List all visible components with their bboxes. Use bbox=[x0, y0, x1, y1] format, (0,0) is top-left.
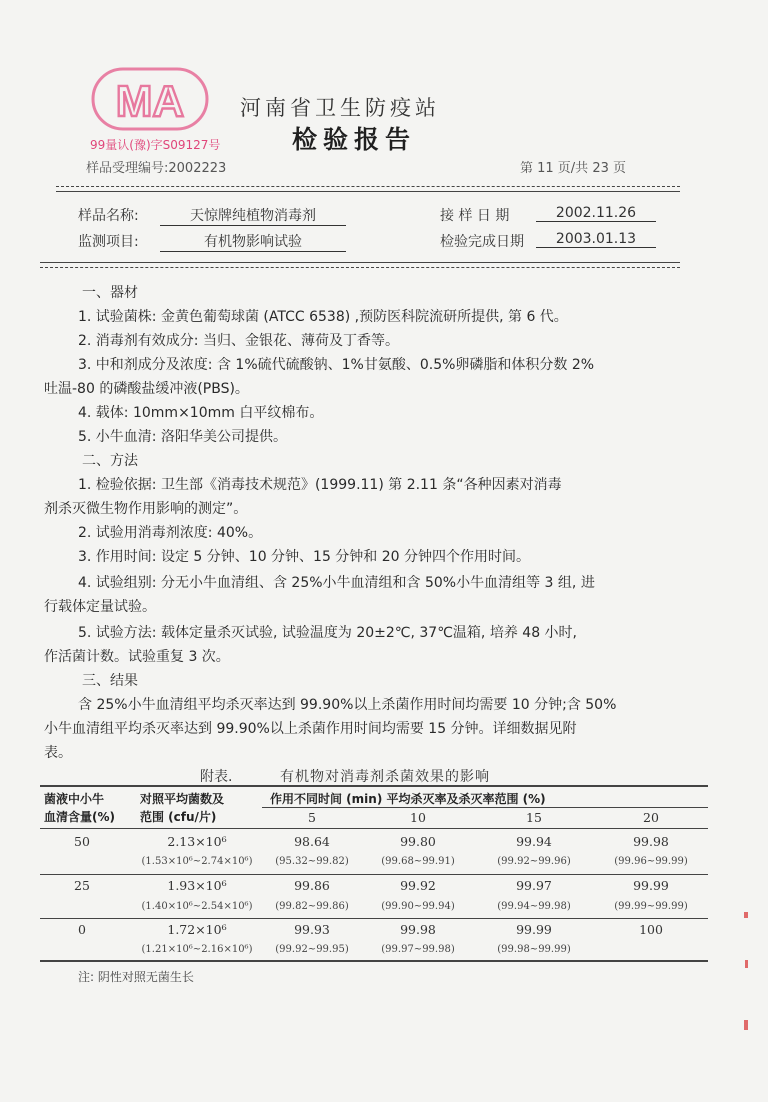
table-bottom-rule bbox=[40, 960, 708, 962]
sample-name-value: 天惊牌纯植物消毒剂 bbox=[160, 205, 346, 226]
table-cell-rate: 99.86 bbox=[294, 878, 330, 893]
table-cell-rate: 99.99 bbox=[516, 922, 552, 937]
divider bbox=[40, 267, 680, 268]
table-cell-control: 1.72×10⁶ bbox=[167, 922, 227, 937]
col-control-header: 对照平均菌数及 bbox=[140, 792, 225, 806]
paragraph-line: 吐温-80 的磷酸盐缓冲液(PBS)。 bbox=[44, 381, 249, 397]
paragraph-line: 小牛血清组平均杀灭率达到 99.90%以上杀菌作用时间均需要 15 分钟。详细数据见附 bbox=[44, 721, 577, 737]
test-item-label: 监测项目: bbox=[78, 234, 139, 250]
table-cell-rate: 99.92 bbox=[400, 878, 436, 893]
table-cell-rate: 99.94 bbox=[516, 834, 552, 849]
sample-name-label: 样品名称: bbox=[78, 208, 139, 224]
table-cell-serum: 0 bbox=[78, 922, 86, 937]
table-row-rule bbox=[40, 918, 708, 919]
table-cell-range: (99.68~99.91) bbox=[381, 856, 455, 867]
table-cell-control: 2.13×10⁶ bbox=[167, 834, 227, 849]
organization-name: 河南省卫生防疫站 bbox=[240, 96, 440, 120]
time-header: 5 bbox=[308, 810, 316, 825]
paragraph-line: 2. 试验用消毒剂浓度: 40%。 bbox=[78, 525, 263, 541]
table-cell-range: (99.82~99.86) bbox=[275, 901, 349, 912]
table-cell-rate: 99.93 bbox=[294, 922, 330, 937]
col-serum-header: 菌液中小牛 bbox=[44, 792, 105, 806]
sample-number: 样品受理编号:2002223 bbox=[86, 161, 227, 176]
test-item-value: 有机物影响试验 bbox=[160, 231, 346, 252]
svg-text:MA: MA bbox=[115, 77, 185, 126]
table-cell-serum: 50 bbox=[74, 834, 90, 849]
paragraph-line: 4. 载体: 10mm×10mm 白平纹棉布。 bbox=[78, 405, 324, 421]
paragraph-line: 行载体定量试验。 bbox=[44, 599, 156, 615]
paragraph-line: 2. 消毒剂有效成分: 当归、金银花、薄荷及丁香等。 bbox=[78, 333, 399, 349]
table-caption-prefix: 附表. bbox=[200, 769, 233, 785]
paragraph-line: 5. 试验方法: 载体定量杀灭试验, 试验温度为 20±2℃, 37℃温箱, 培养 48 小时, bbox=[78, 625, 578, 641]
divider bbox=[40, 262, 680, 263]
paragraph-line: 3. 中和剂成分及浓度: 含 1%硫代硫酸钠、1%甘氨酸、0.5%卵磷脂和体积分数 2% bbox=[78, 357, 595, 373]
table-row-rule bbox=[40, 874, 708, 875]
paragraph-line: 1. 试验菌株: 金黄色葡萄球菌 (ATCC 6538) ,预防医科院流研所提供, 第 6 代。 bbox=[78, 309, 568, 325]
table-cell-rate: 99.98 bbox=[633, 834, 669, 849]
paragraph-line: 4. 试验组别: 分无小牛血清组、含 25%小牛血清组和含 50%小牛血清组等 3 组, 进 bbox=[78, 575, 595, 591]
paragraph-line: 表。 bbox=[44, 745, 72, 761]
scan-mark bbox=[744, 1020, 748, 1030]
paragraph-line: 3. 作用时间: 设定 5 分钟、10 分钟、15 分钟和 20 分钟四个作用时间。 bbox=[78, 549, 531, 565]
divider bbox=[56, 186, 680, 187]
table-head-bottom-rule bbox=[40, 828, 708, 829]
table-cell-control-range: (1.40×10⁶~2.54×10⁶) bbox=[141, 901, 253, 912]
paragraph-line: 作活菌计数。试验重复 3 次。 bbox=[44, 649, 230, 665]
table-cell-range: (99.99~99.99) bbox=[614, 901, 688, 912]
finish-date-value: 2003.01.13 bbox=[536, 231, 656, 248]
receive-date-label: 接 样 日 期 bbox=[440, 208, 510, 224]
page-title: 检验报告 bbox=[292, 125, 417, 154]
receive-date-value: 2002.11.26 bbox=[536, 205, 656, 222]
paragraph-line: 剂杀灭微生物作用影响的测定”。 bbox=[44, 501, 248, 517]
table-cell-rate: 99.97 bbox=[516, 878, 552, 893]
table-cell-range: (99.94~99.98) bbox=[497, 901, 571, 912]
divider bbox=[56, 191, 680, 192]
table-cell-rate: 98.64 bbox=[294, 834, 330, 849]
table-cell-range: (99.92~99.95) bbox=[275, 944, 349, 955]
col-serum-header: 血清含量(%) bbox=[44, 810, 115, 824]
time-header: 15 bbox=[526, 810, 542, 825]
table-cell-rate: 99.99 bbox=[633, 878, 669, 893]
table-top-rule bbox=[40, 785, 708, 787]
time-header: 20 bbox=[643, 810, 659, 825]
table-cell-rate: 99.98 bbox=[400, 922, 436, 937]
table-header-rule bbox=[262, 807, 708, 808]
table-cell-range: (95.32~99.82) bbox=[275, 856, 349, 867]
section-method: 二、方法 bbox=[82, 453, 138, 469]
paragraph-line: 1. 检验依据: 卫生部《消毒技术规范》(1999.11) 第 2.11 条“各种因素对消毒 bbox=[78, 477, 562, 493]
col-rate-header: 作用不同时间 (min) 平均杀灭率及杀灭率范围 (%) bbox=[270, 792, 546, 806]
table-note: 注: 阴性对照无菌生长 bbox=[78, 970, 194, 984]
paragraph-line: 含 25%小牛血清组平均杀灭率达到 99.90%以上杀菌作用时间均需要 10 分钟;含 50% bbox=[78, 697, 617, 713]
cma-stamp bbox=[90, 66, 210, 132]
table-cell-rate: 99.80 bbox=[400, 834, 436, 849]
page-number: 第 11 页/共 23 页 bbox=[520, 161, 626, 176]
col-control-header: 范围 (cfu/片) bbox=[140, 810, 217, 824]
scan-mark bbox=[744, 912, 748, 918]
section-equipment: 一、器材 bbox=[82, 285, 138, 301]
table-cell-range: (99.96~99.99) bbox=[614, 856, 688, 867]
table-cell-serum: 25 bbox=[74, 878, 90, 893]
scan-mark bbox=[745, 960, 748, 968]
time-header: 10 bbox=[410, 810, 426, 825]
table-cell-control: 1.93×10⁶ bbox=[167, 878, 227, 893]
table-cell-range: (99.97~99.98) bbox=[381, 944, 455, 955]
table-cell-range: (99.98~99.99) bbox=[497, 944, 571, 955]
table-cell-control-range: (1.21×10⁶~2.16×10⁶) bbox=[141, 944, 253, 955]
table-cell-control-range: (1.53×10⁶~2.74×10⁶) bbox=[141, 856, 253, 867]
finish-date-label: 检验完成日期 bbox=[440, 234, 524, 250]
table-cell-rate: 100 bbox=[639, 922, 663, 937]
stamp-code: 99量认(豫)字S09127号 bbox=[90, 138, 221, 152]
paragraph-line: 5. 小牛血清: 洛阳华美公司提供。 bbox=[78, 429, 287, 445]
section-result: 三、结果 bbox=[82, 673, 138, 689]
table-cell-range: (99.92~99.96) bbox=[497, 856, 571, 867]
table-caption: 有机物对消毒剂杀菌效果的影响 bbox=[280, 769, 490, 785]
table-cell-range: (99.90~99.94) bbox=[381, 901, 455, 912]
